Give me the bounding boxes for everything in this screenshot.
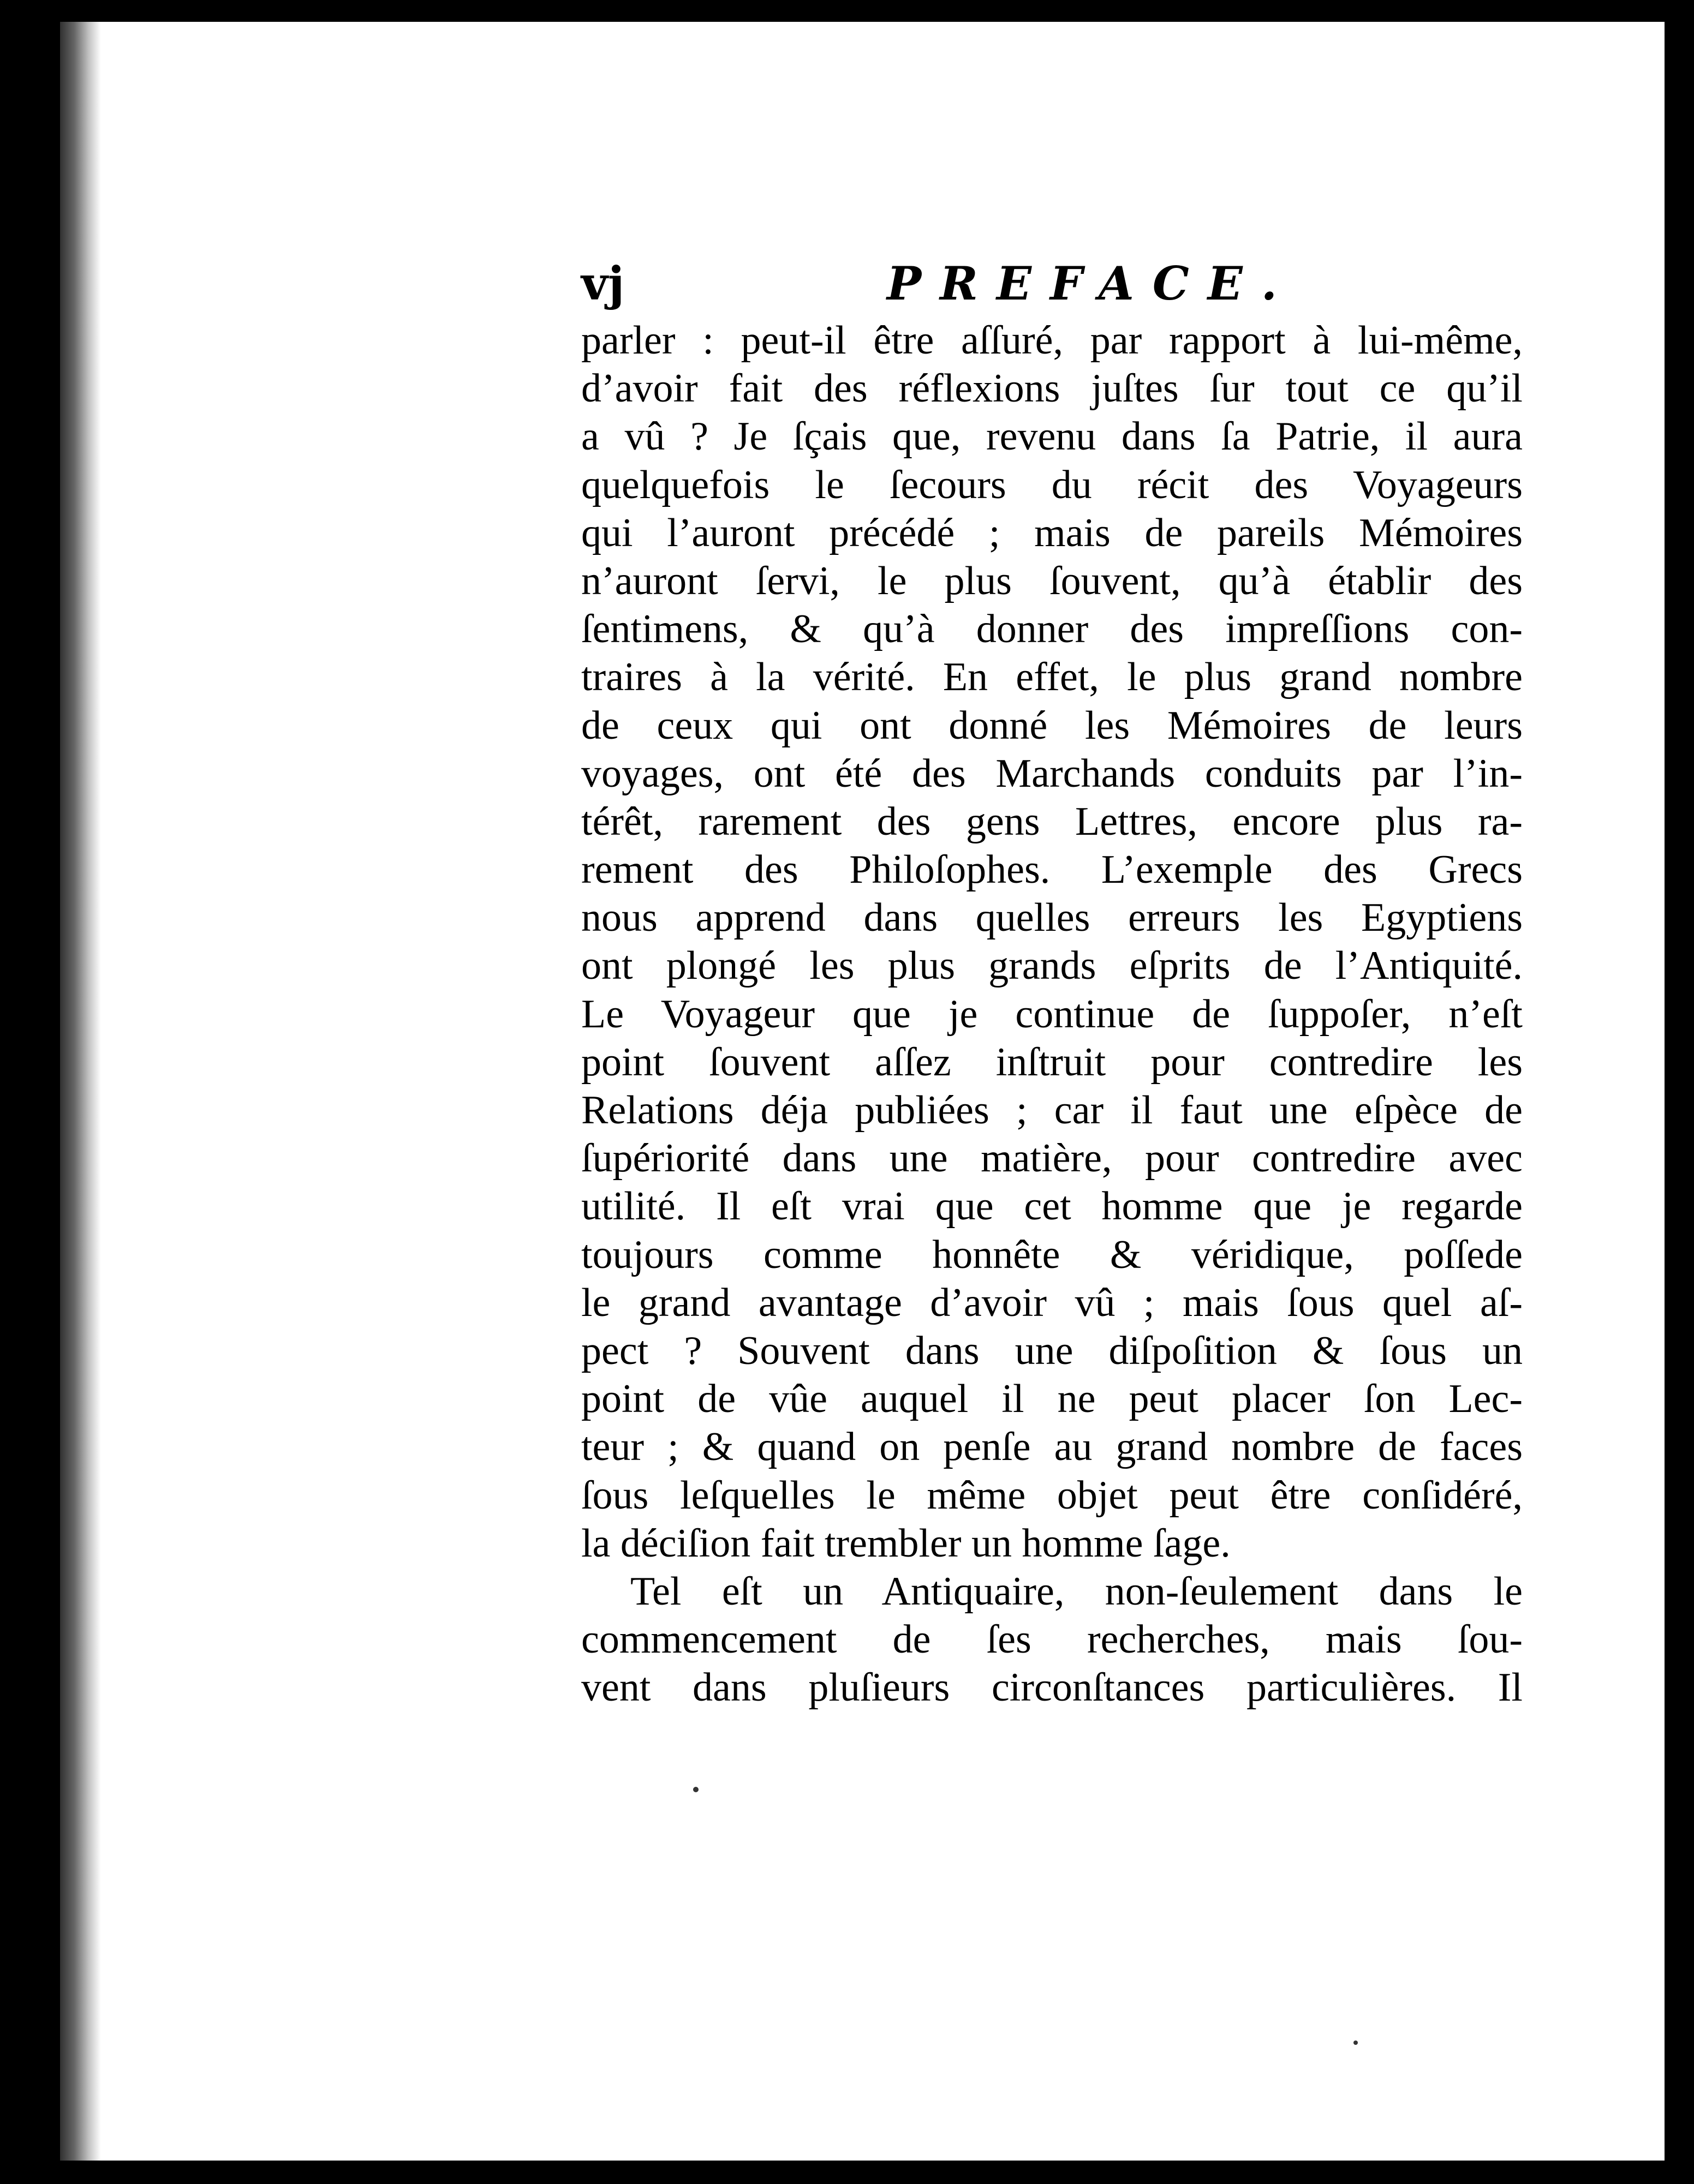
text-line: le grand avantage d’avoir vû ; mais ſous quel aſ- (581, 1280, 1523, 1325)
ink-speck (693, 1787, 699, 1792)
text-line: d’avoir fait des réflexions juſtes ſur tout ce qu’il (581, 366, 1523, 411)
paragraph-1 (581, 316, 1523, 1567)
text-line: point de vûe auquel il ne peut placer ſon Lec- (581, 1377, 1523, 1422)
text-line: teur ; & quand on penſe au grand nombre de faces (581, 1425, 1523, 1470)
text-line: rement des Philoſophes. L’exemple des Grecs (581, 847, 1523, 893)
text-line: qui l’auront précédé ; mais de pareils Mémoires (581, 510, 1523, 555)
text-line: ſupériorité dans une matière, pour contredire avec (581, 1136, 1523, 1181)
body-text (581, 316, 1523, 1712)
paragraph-2 (581, 1567, 1523, 1712)
text-line: toujours comme honnête & véridique, poſſede (581, 1232, 1523, 1277)
text-line: nous apprend dans quelles erreurs les Egyptiens (581, 895, 1523, 941)
text-line: commencement de ſes recherches, mais ſou- (581, 1617, 1523, 1662)
text-line: Le Voyageur que je continue de ſuppoſer, n’eſt (581, 991, 1523, 1037)
text-line: pect ? Souvent dans une diſpoſition & ſous un (581, 1328, 1523, 1373)
ink-speck (1353, 2041, 1358, 2045)
text-line: Relations déja publiées ; car il faut une eſpèce de (581, 1088, 1523, 1133)
text-line: ſous leſquelles le même objet peut être conſidéré, (581, 1473, 1523, 1518)
text-line: térêt, rarement des gens Lettres, encore plus ra- (581, 799, 1523, 844)
text-line: point ſouvent aſſez inſtruit pour contredire les (581, 1039, 1523, 1085)
text-line: utilité. Il eſt vrai que cet homme que je regarde (581, 1184, 1523, 1229)
text-line: ſentimens, & qu’à donner des impreſſions con- (581, 607, 1523, 652)
page-number: vj (581, 256, 625, 310)
text-line: la déciſion fait trembler un homme ſage. (581, 1521, 1231, 1566)
gutter-shadow (60, 22, 101, 2161)
running-title: PREFACE. (887, 256, 1296, 310)
text-line: vent dans pluſieurs circonſtances particulières. Il (581, 1665, 1523, 1710)
text-line: voyages, ont été des Marchands conduits par l’in- (581, 751, 1523, 796)
page-header (581, 254, 1523, 314)
text-line: quelquefois le ſecours du récit des Voyageurs (581, 462, 1523, 507)
text-line: de ceux qui ont donné les Mémoires de leurs (581, 703, 1523, 748)
text-line: Tel eſt un Antiquaire, non-ſeulement dans le (630, 1569, 1523, 1614)
text-line: n’auront ſervi, le plus ſouvent, qu’à établir des (581, 558, 1523, 603)
text-line: a vû ? Je ſçais que, revenu dans ſa Patrie, il aura (581, 414, 1523, 459)
text-line: parler : peut-il être aſſuré, par rapport à lui-même, (581, 318, 1523, 363)
text-line: ont plongé les plus grands eſprits de l’Antiquité. (581, 943, 1523, 989)
book-page (60, 22, 1665, 2161)
text-line: traires à la vérité. En effet, le plus grand nombre (581, 655, 1523, 700)
